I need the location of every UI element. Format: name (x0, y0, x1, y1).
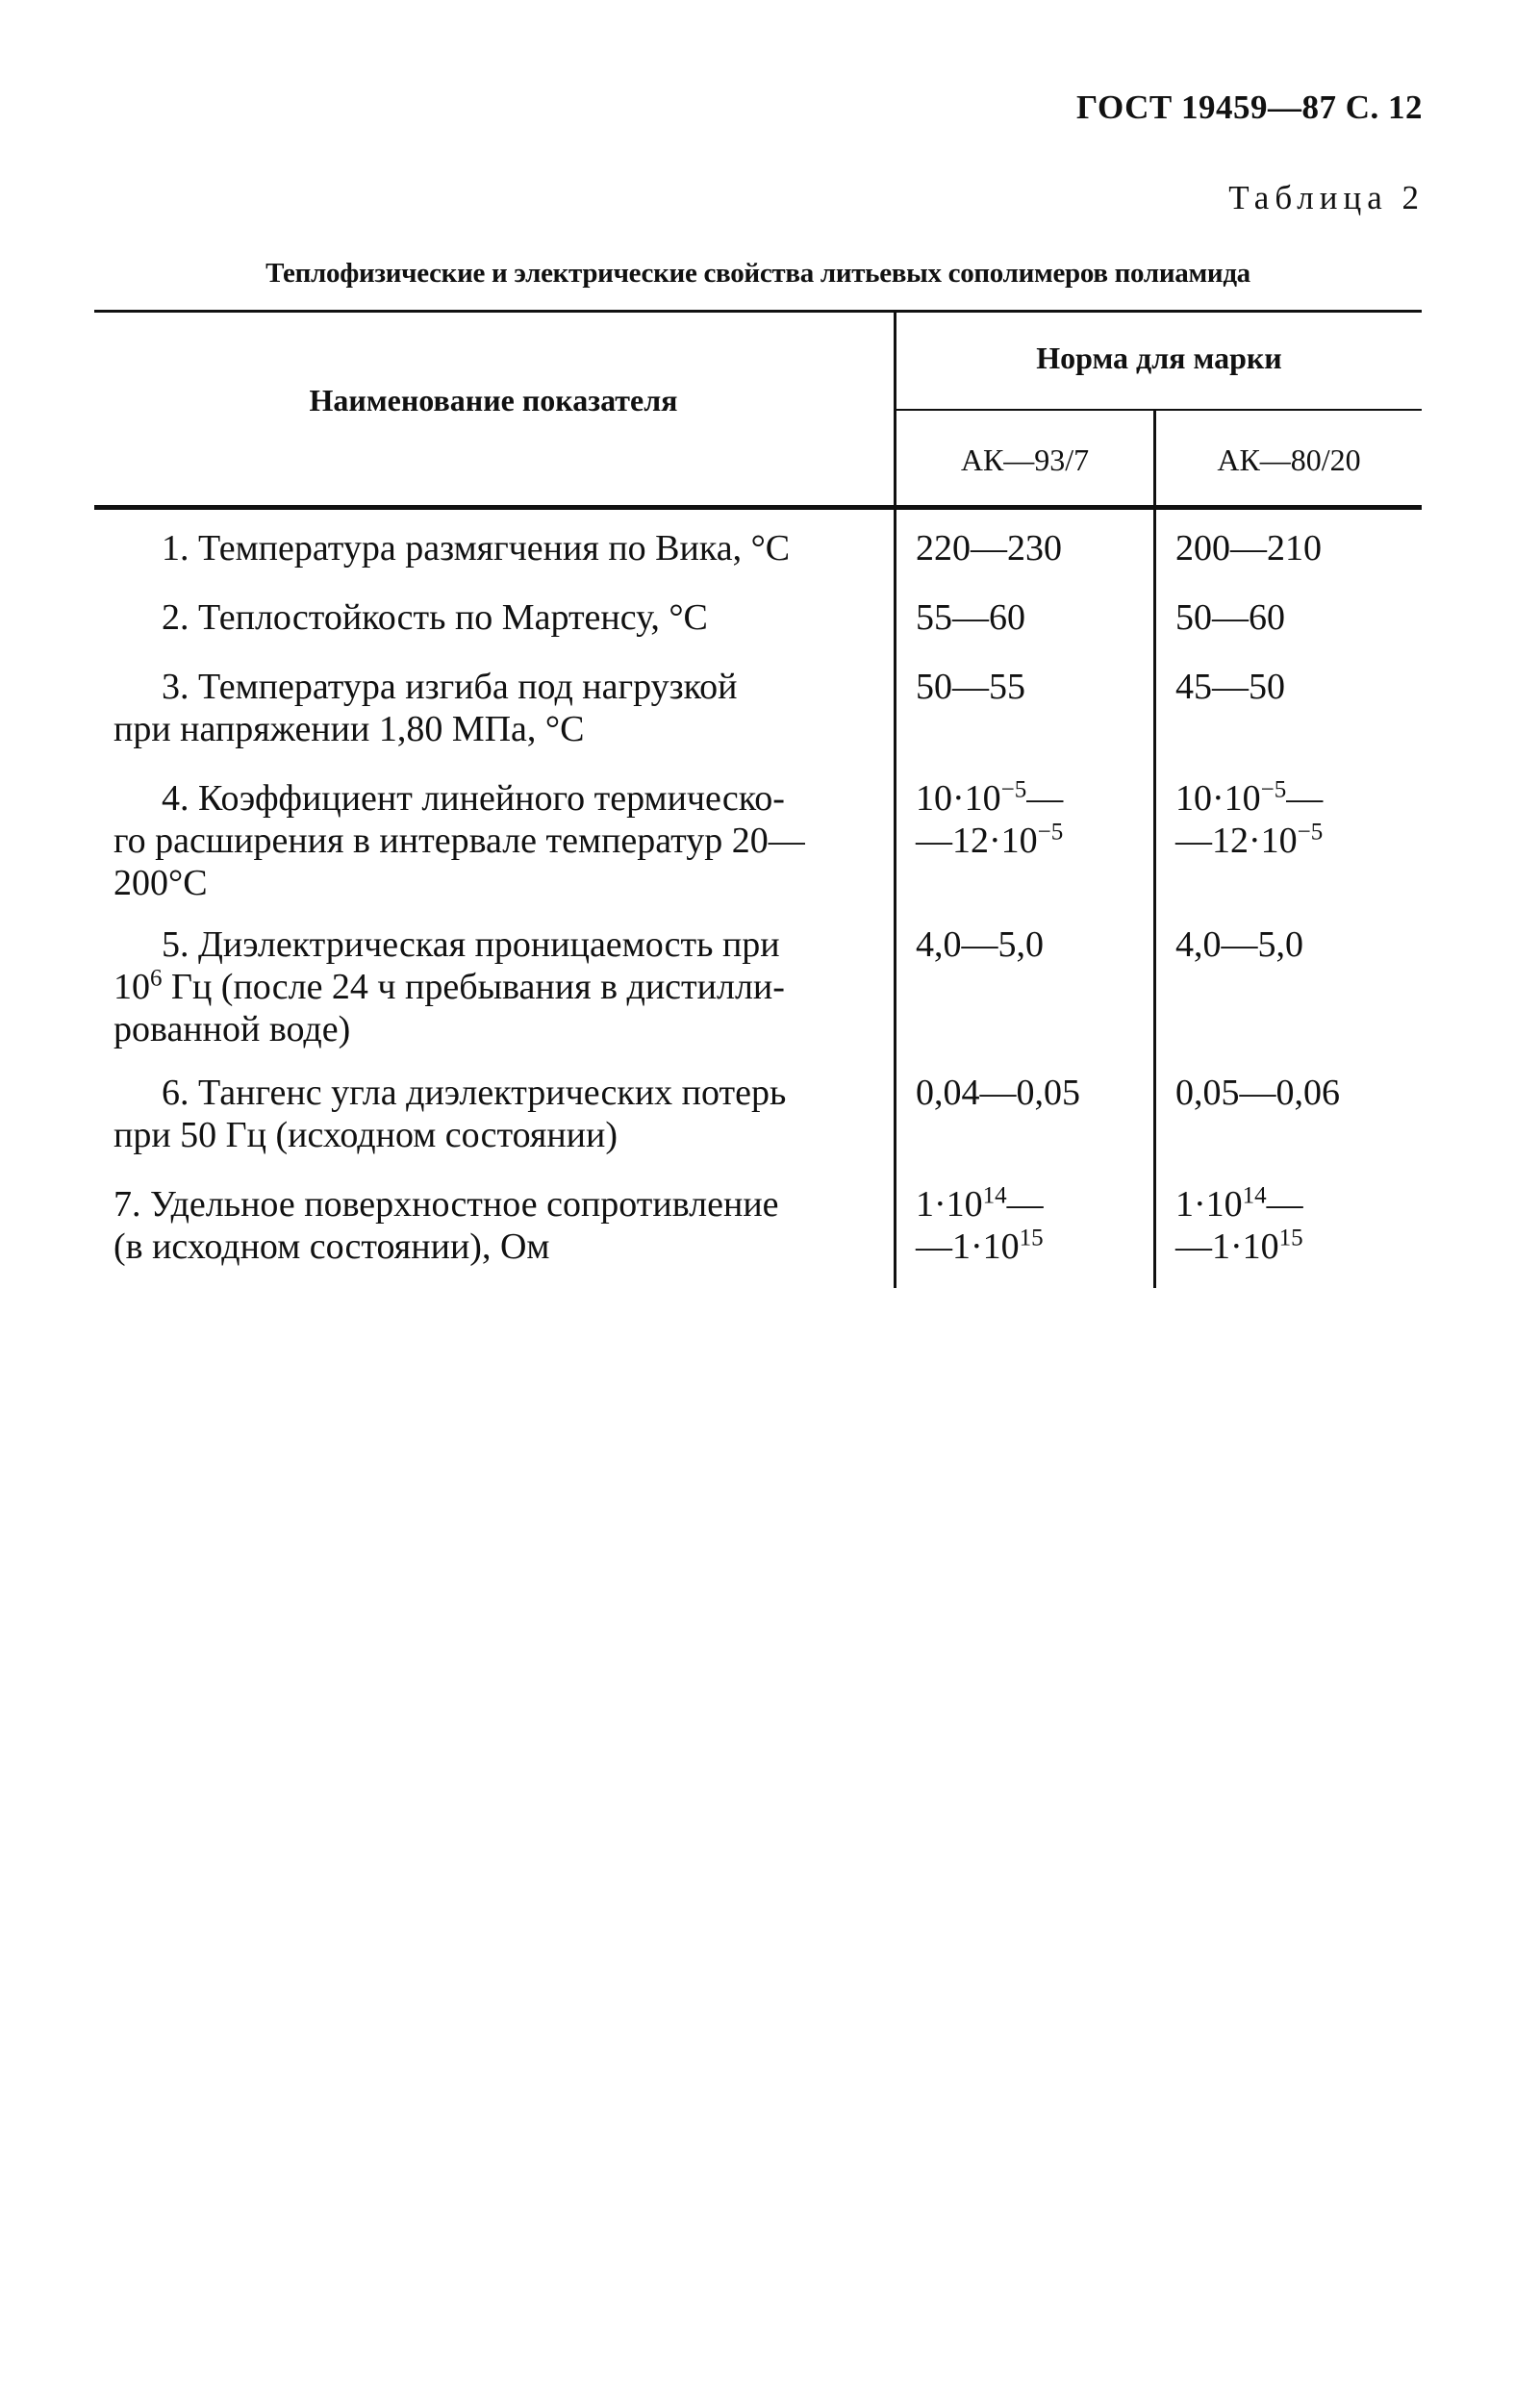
column-header-name: Наименование показателя (309, 383, 678, 417)
row-6-ak-93-7: 0,04—0,05 (916, 1073, 1080, 1113)
header-sub-rule (895, 409, 1422, 411)
row-5-name: 5. Диэлектрическая проницаемость при $10^6$ Гц (после 24 ч пребывания в дистилли- рованной воде) (114, 924, 785, 1049)
row-1-ak-80-20: 200—210 (1175, 528, 1322, 569)
column-header-ak-93-7: АК—93/7 (960, 442, 1090, 477)
row-3-name: 3. Температура изгиба под нагрузкой при напряжении 1,80 МПа, °С (114, 667, 738, 749)
row-1-ak-93-7: 220—230 (916, 528, 1062, 569)
row-6-name: 6. Тангенс угла диэлектрических потерь при 50 Гц (исходном состоянии) (114, 1073, 787, 1155)
row-2-name: 2. Теплостойкость по Мартенсу, °С (162, 597, 708, 638)
row-4-name: 4. Коэффициент линейного термическо- го расширения в интервале температур 20— 200°С (114, 778, 805, 903)
table-top-rule (94, 310, 1422, 313)
row-2-ak-93-7: 55—60 (916, 597, 1025, 638)
row-7-name: 7. Удельное поверхностное сопротивление (в исходном состоянии), Ом (114, 1184, 779, 1267)
standard-reference: ГОСТ 19459—87 С. 12 (1076, 88, 1423, 126)
header-bottom-rule (94, 505, 1422, 510)
column-header-ak-80-20: АК—80/20 (1217, 442, 1361, 477)
row-5-ak-80-20: 4,0—5,0 (1175, 924, 1303, 965)
row-2-ak-80-20: 50—60 (1175, 597, 1285, 638)
column-group-header: Норма для марки (1036, 341, 1282, 375)
row-1-name: 1. Температура размягчения по Вика, °С (162, 528, 791, 569)
table-title: Теплофизические и электрические свойства литьевых сополимеров полиамида (265, 258, 1250, 289)
row-5-ak-93-7: 4,0—5,0 (916, 924, 1044, 965)
row-4-ak-93-7: $10\cdot 10^{-5}—$ $—12\cdot 10^{-5}$ (916, 776, 1064, 861)
row-7-ak-80-20: $1\cdot 10^{14}—$ $—1\cdot 10^{15}$ (1175, 1182, 1303, 1267)
row-3-ak-80-20: 45—50 (1175, 667, 1285, 707)
row-4-ak-80-20: $10\cdot 10^{-5}—$ $—12\cdot 10^{-5}$ (1175, 776, 1324, 861)
row-3-ak-93-7: 50—55 (916, 667, 1025, 707)
table-label: Таблица 2 (1228, 179, 1425, 216)
row-7-ak-93-7: $1\cdot 10^{14}—$ $—1\cdot 10^{15}$ (916, 1182, 1044, 1267)
row-6-ak-80-20: 0,05—0,06 (1175, 1073, 1340, 1113)
